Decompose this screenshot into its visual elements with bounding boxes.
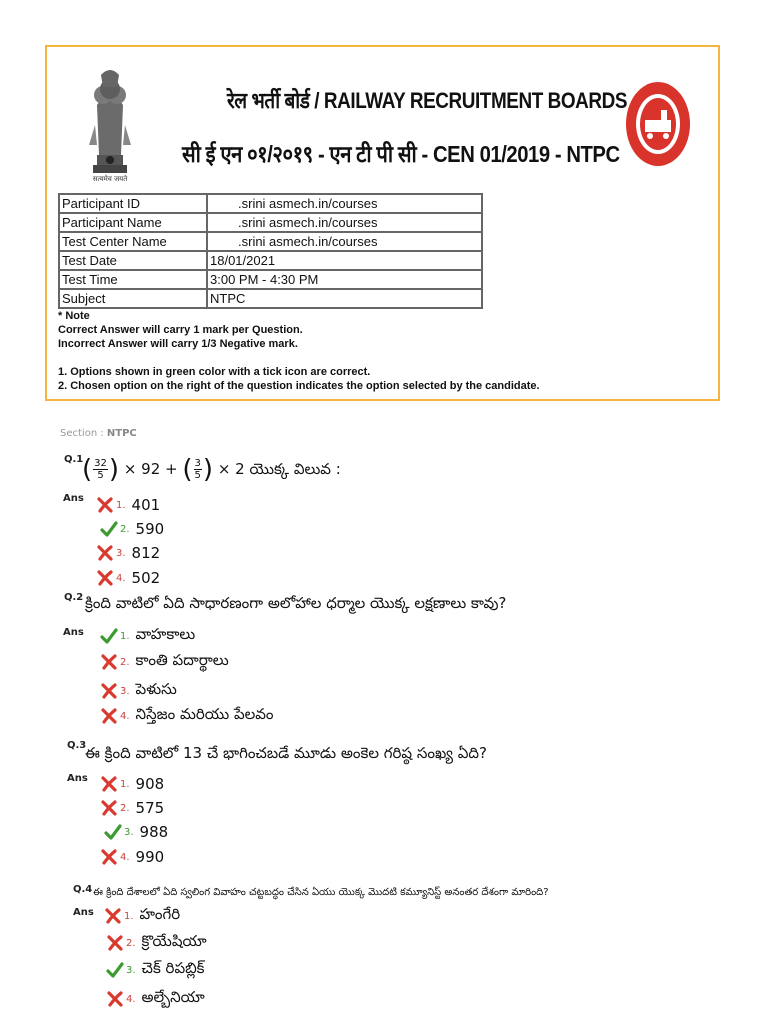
cross-icon xyxy=(100,707,118,725)
info-value: 3:00 PM - 4:30 PM xyxy=(207,270,482,289)
option-number: 2. xyxy=(120,656,130,668)
option-text: 575 xyxy=(135,799,165,817)
option-number: 4. xyxy=(120,851,130,863)
answer-option xyxy=(100,651,229,673)
notes-block xyxy=(58,309,540,393)
option-text: వాహకాలు xyxy=(135,625,196,643)
info-value: 18/01/2021 xyxy=(207,251,482,270)
answer-option xyxy=(96,567,160,589)
option-text: 908 xyxy=(135,775,165,793)
answer-option xyxy=(104,821,168,843)
cross-icon xyxy=(100,653,118,671)
info-value: .srini asmech.in/courses xyxy=(207,213,482,232)
option-text: కాంతి పదార్థాలు xyxy=(135,651,229,669)
option-text: 502 xyxy=(131,569,161,587)
section-name: NTPC xyxy=(106,428,137,439)
question-text: ( $\frac{32}{5}$ ) × 92 + ( $\frac{3}{5}$ ) × 2 యొక్క విలువ : xyxy=(82,454,341,485)
cross-icon xyxy=(104,907,122,925)
info-label: Test Center Name xyxy=(59,232,207,251)
answer-option xyxy=(106,932,207,954)
info-value: .srini asmech.in/courses xyxy=(207,194,482,213)
cross-icon xyxy=(96,569,114,587)
info-label: Participant ID xyxy=(59,194,207,213)
note-line: 1. Options shown in green color with a tick icon are correct. xyxy=(58,366,371,378)
option-number: 2. xyxy=(126,937,136,949)
cross-icon xyxy=(96,544,114,562)
option-text: అల్బేనియా xyxy=(141,988,205,1006)
ans-label: Ans xyxy=(63,627,84,638)
emblem-caption: सत्यमेव जयते xyxy=(92,175,128,183)
answer-option xyxy=(96,542,160,564)
option-number: 3. xyxy=(120,685,130,697)
option-number: 3. xyxy=(116,547,126,559)
option-text: పెళుసు xyxy=(135,680,177,698)
answer-option xyxy=(100,680,177,702)
answer-option xyxy=(100,797,164,819)
option-number: 4. xyxy=(120,710,130,722)
title-line-1: रेल भर्ती बोर्ड / RAILWAY RECRUITMENT BOARDS xyxy=(227,88,628,113)
option-number: 1. xyxy=(116,499,126,511)
info-value: NTPC xyxy=(207,289,482,308)
option-text: నిస్తేజం మరియు పేలవం xyxy=(135,705,274,723)
option-number: 3. xyxy=(124,826,134,838)
option-text: 990 xyxy=(135,848,165,866)
answer-option xyxy=(106,988,205,1010)
note-line: Incorrect Answer will carry 1/3 Negative mark. xyxy=(58,338,298,350)
ans-label: Ans xyxy=(73,907,94,918)
option-text: 988 xyxy=(139,823,169,841)
national-emblem-icon xyxy=(83,65,137,181)
option-number: 1. xyxy=(124,910,134,922)
title-line-2: सी ई एन ०१/२०१९ - एन टी पी सी - CEN 01/2019 - NTPC xyxy=(182,141,620,167)
table-row xyxy=(59,270,482,289)
cross-icon xyxy=(100,682,118,700)
ans-label: Ans xyxy=(67,773,88,784)
table-row xyxy=(59,251,482,270)
note-line: 2. Chosen option on the right of the question indicates the option selected by the candidate. xyxy=(58,380,540,392)
option-text: 590 xyxy=(135,520,165,538)
question-text: ఈ క్రింది దేశాలలో ఏది స్వలింగ వివాహం చట్టబద్ధం చేసిన ఏయు యొక్క మొదటి కమ్యూనిస్ట్ అనంతర దేశంగా మారింది? xyxy=(93,887,549,898)
option-number: 1. xyxy=(120,778,130,790)
table-row xyxy=(59,213,482,232)
indian-railways-logo xyxy=(625,80,691,168)
note-heading: * Note xyxy=(58,310,90,322)
question-text: ఈ క్రింది వాటిలో 13 చే భాగించబడే మూడు అంకెల గరిష్ఠ సంఖ్య ఏది? xyxy=(85,744,487,762)
question-number: Q.1 xyxy=(64,454,84,465)
info-label: Participant Name xyxy=(59,213,207,232)
option-text: క్రొయేషియా xyxy=(141,932,207,950)
option-number: 2. xyxy=(120,523,130,535)
cross-icon xyxy=(106,990,124,1008)
candidate-info-table xyxy=(58,193,483,309)
note-line: Correct Answer will carry 1 mark per Question. xyxy=(58,324,303,336)
exam-header xyxy=(45,45,720,401)
table-row xyxy=(59,289,482,308)
option-text: హంగేరి xyxy=(139,905,181,923)
option-number: 1. xyxy=(120,630,130,642)
option-text: చెక్ రిపబ్లిక్ xyxy=(141,959,205,977)
answer-option xyxy=(100,705,274,727)
question-number: Q.3 xyxy=(67,740,87,751)
info-label: Subject xyxy=(59,289,207,308)
question-text: క్రింది వాటిలో ఏది సాధారణంగా అలోహాల ధర్మాల యొక్క లక్షణాలు కావు? xyxy=(85,594,507,612)
cross-icon xyxy=(100,775,118,793)
question-number: Q.4 xyxy=(73,884,93,895)
option-number: 2. xyxy=(120,802,130,814)
option-text: 401 xyxy=(131,496,161,514)
answer-option xyxy=(106,959,205,981)
info-label: Test Time xyxy=(59,270,207,289)
answer-option xyxy=(96,494,160,516)
section-label: Section : NTPC xyxy=(60,428,137,439)
check-icon xyxy=(100,520,118,538)
ans-label: Ans xyxy=(63,493,84,504)
table-row xyxy=(59,232,482,251)
answer-option xyxy=(100,773,164,795)
table-row xyxy=(59,194,482,213)
option-number: 3. xyxy=(126,964,136,976)
cross-icon xyxy=(100,848,118,866)
answer-option xyxy=(104,905,180,927)
answer-option xyxy=(100,846,164,868)
info-label: Test Date xyxy=(59,251,207,270)
check-icon xyxy=(100,627,118,645)
info-value: .srini asmech.in/courses xyxy=(207,232,482,251)
check-icon xyxy=(104,823,122,841)
option-number: 4. xyxy=(116,572,126,584)
cross-icon xyxy=(100,799,118,817)
answer-option xyxy=(100,518,164,540)
check-icon xyxy=(106,961,124,979)
option-number: 4. xyxy=(126,993,136,1005)
answer-option xyxy=(100,625,195,647)
option-text: 812 xyxy=(131,544,161,562)
question-number: Q.2 xyxy=(64,592,84,603)
cross-icon xyxy=(106,934,124,952)
cross-icon xyxy=(96,496,114,514)
